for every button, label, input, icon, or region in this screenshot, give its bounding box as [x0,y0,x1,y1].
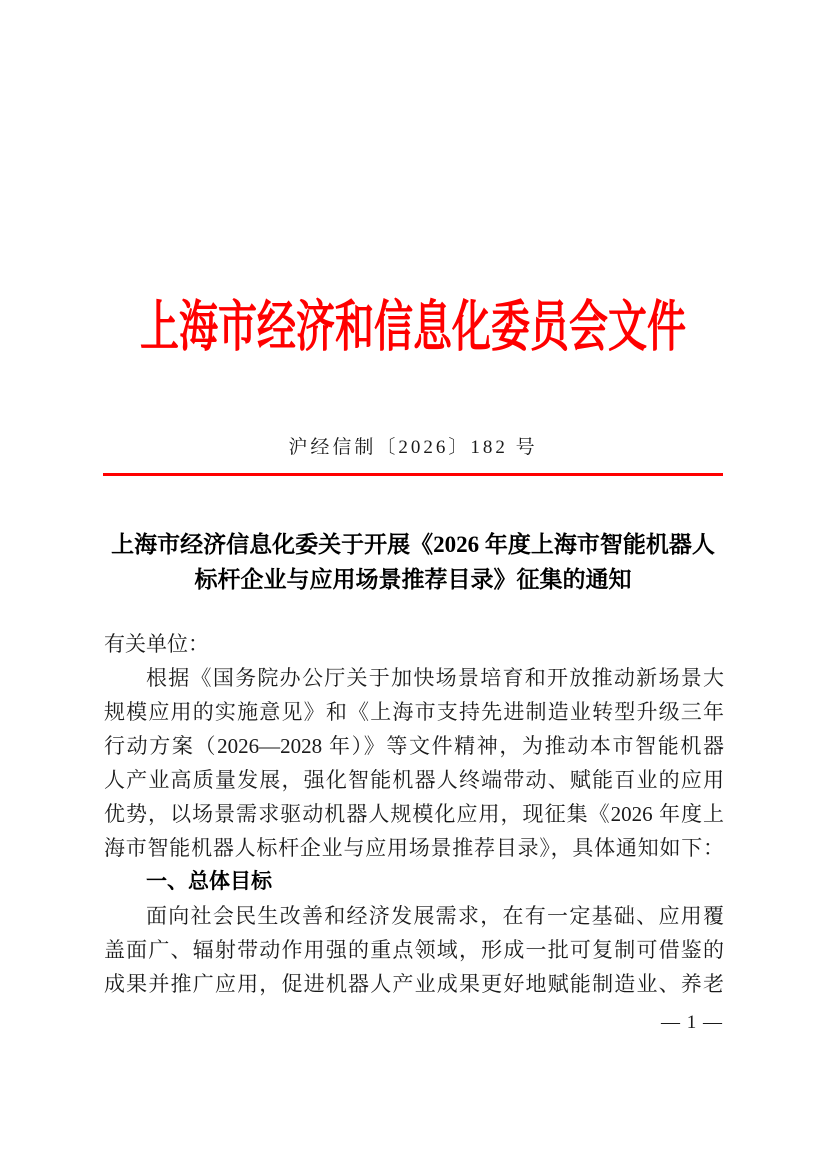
red-divider-line [103,473,723,476]
body-line: 根据《国务院办公厅关于加快场景培育和开放推动新场景大 [146,666,724,690]
body-line: 规模应用的实施意见》和《上海市支持先进制造业转型升级三年 [104,700,724,724]
document-title [103,527,723,597]
body-line: 成果并推广应用，促进机器人产业成果更好地赋能制造业、养老 [104,972,724,996]
document-body [104,627,724,1001]
body-line: 优势，以场景需求驱动机器人规模化应用，现征集《2026 年度上 [104,802,724,826]
salutation-line: 有关单位： [104,632,209,656]
body-line: 面向社会民生改善和经济发展需求，在有一定基础、应用覆 [146,904,724,928]
document-title-line-1: 上海市经济信息化委关于开展《2026 年度上海市智能机器人 [111,532,715,557]
doc-reference-number: 沪经信制〔2026〕182 号 [288,437,538,458]
body-line: 盖面广、辐射带动作用强的重点领域，形成一批可复制可借鉴的 [104,938,724,962]
section-heading-overall-objectives: 一、总体目标 [146,870,272,893]
body-line: 人产业高质量发展，强化智能机器人终端带动、赋能百业的应用 [104,768,724,792]
page-number: — 1 — [661,1012,723,1033]
red-header-org-title: 上海市经济和信息化委员会文件 [139,297,686,359]
document-title-line-2: 标杆企业与应用场景推荐目录》征集的通知 [194,567,632,592]
body-line: 行动方案（2026—2028 年）》等文件精神，为推动本市智能机器 [104,734,724,758]
body-line: 海市智能机器人标杆企业与应用场景推荐目录》，具体通知如下： [104,836,724,860]
